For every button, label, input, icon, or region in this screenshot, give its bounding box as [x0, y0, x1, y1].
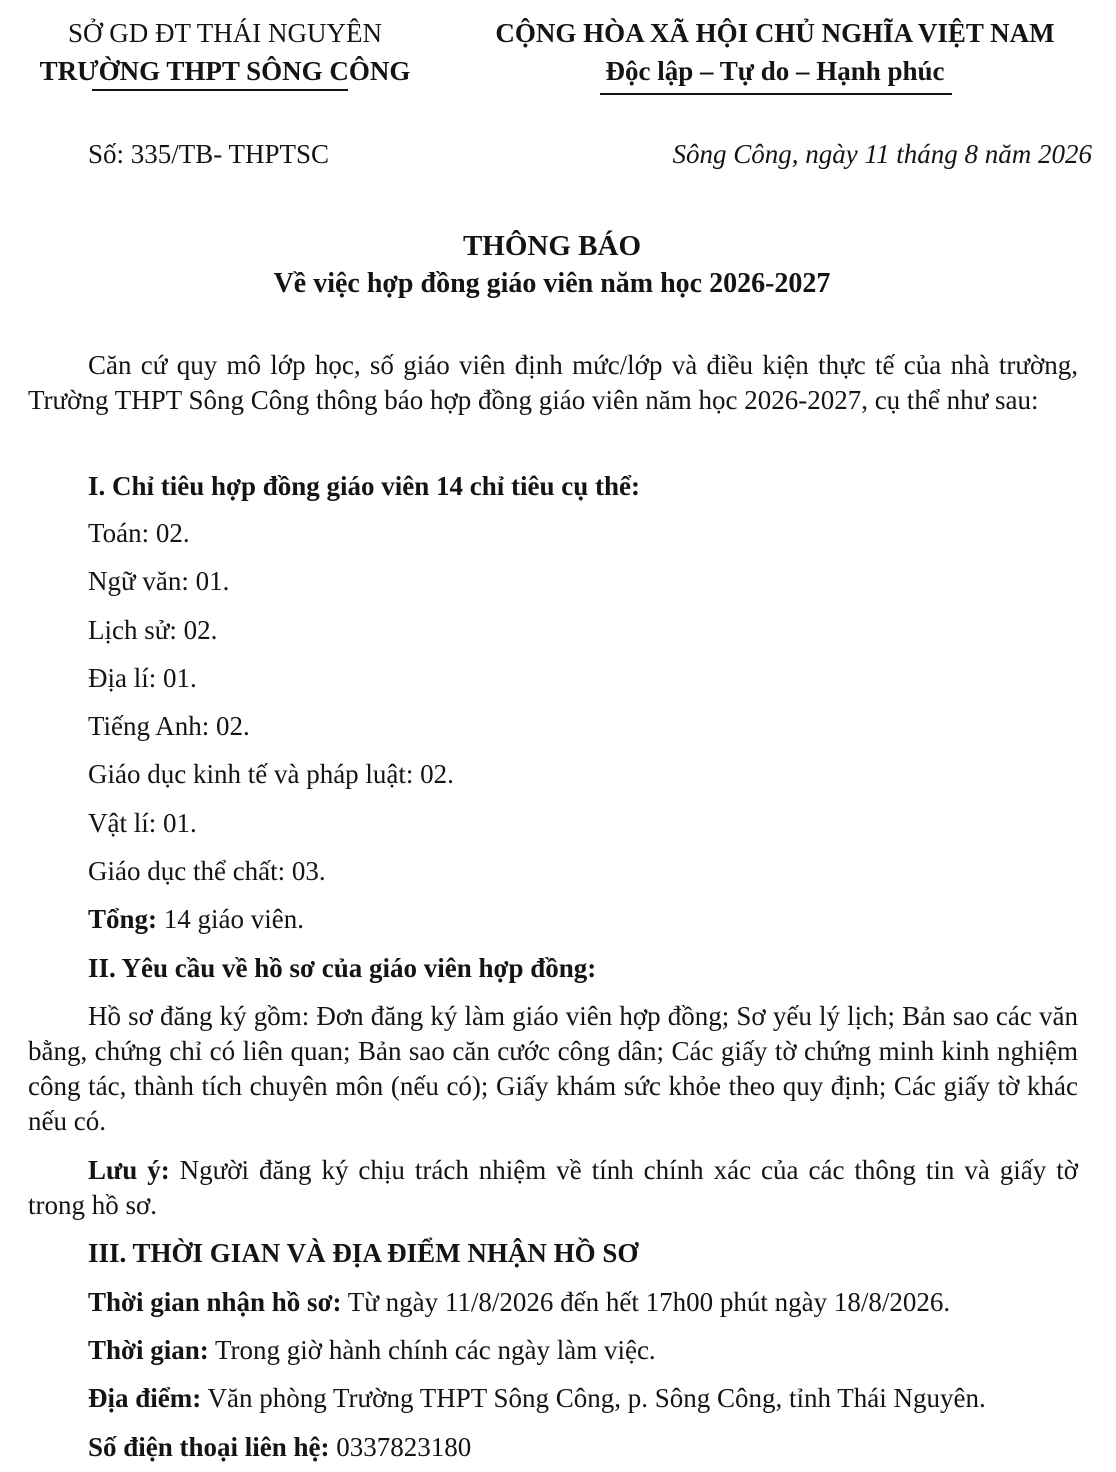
quota-item: Giáo dục kinh tế và pháp luật: 02.: [88, 759, 454, 789]
total-value: 14 giáo viên.: [157, 904, 305, 934]
country-name: CỘNG HÒA XÃ HỘI CHỦ NGHĨA VIỆT NAM: [495, 18, 1055, 48]
section-3-heading: III. THỜI GIAN VÀ ĐỊA ĐIỂM NHẬN HỒ SƠ: [88, 1238, 639, 1268]
quota-item: Địa lí: 01.: [88, 663, 197, 693]
location-line: [88, 1381, 986, 1415]
quota-total: [88, 902, 304, 936]
school-underline: [92, 89, 348, 91]
location-label: Địa điểm:: [88, 1383, 202, 1413]
section-2-heading: II. Yêu cầu về hồ sơ của giáo viên hợp đồng:: [88, 953, 597, 983]
quota-item: Vật lí: 01.: [88, 808, 197, 838]
agency-name: SỞ GD ĐT THÁI NGUYÊN: [68, 18, 382, 48]
school-name: TRƯỜNG THPT SÔNG CÔNG: [39, 56, 411, 86]
office-hours-label: Thời gian:: [88, 1335, 209, 1365]
receive-time-line: [88, 1285, 950, 1319]
phone-label: Số điện thoại liên hệ:: [88, 1432, 330, 1462]
office-hours-value: Trong giờ hành chính các ngày làm việc.: [208, 1335, 656, 1365]
quota-item: Giáo dục thể chất: 03.: [88, 856, 326, 886]
intro-paragraph: Căn cứ quy mô lớp học, số giáo viên định mức/lớp và điều kiện thực tế của nhà trường, Trường THPT Sông Công thông báo hợp đồng giáo viên năm học 2026-2027, cụ thể như sau:: [28, 350, 1078, 415]
quota-item: Ngữ văn: 01.: [88, 566, 230, 596]
quota-item: Lịch sử: 02.: [88, 615, 218, 645]
dossier-paragraph: Hồ sơ đăng ký gồm: Đơn đăng ký làm giáo viên hợp đồng; Sơ yếu lý lịch; Bản sao các văn bằng, chứng chỉ có liên quan; Bản sao căn cước công dân; Các giấy tờ chứng minh kinh nghiệm công tác, thành tích chuyên môn (nếu có); Giấy khám sức khỏe theo quy định; Các giấy tờ khác nếu có.: [28, 1001, 1078, 1136]
notice-title: THÔNG BÁO: [462, 230, 642, 262]
motto-underline: [600, 93, 952, 95]
section-1-heading: I. Chỉ tiêu hợp đồng giáo viên 14 chỉ tiêu cụ thể:: [88, 471, 641, 501]
note-label: Lưu ý:: [88, 1155, 170, 1185]
notice-subtitle: Về việc hợp đồng giáo viên năm học 2026-2027: [273, 268, 831, 299]
location-value: Văn phòng Trường THPT Sông Công, p. Sông Công, tỉnh Thái Nguyên.: [201, 1383, 986, 1413]
note-text: Người đăng ký chịu trách nhiệm về tính chính xác của các thông tin và giấy tờ trong hồ sơ.: [28, 1155, 1078, 1220]
national-motto: Độc lập – Tự do – Hạnh phúc: [605, 56, 945, 86]
phone-value: 0337823180: [329, 1432, 472, 1462]
receive-time-label: Thời gian nhận hồ sơ:: [88, 1287, 342, 1317]
document-number: Số: 335/TB- THPTSC: [88, 139, 330, 169]
quota-item: Tiếng Anh: 02.: [88, 711, 250, 741]
office-hours-line: [88, 1333, 656, 1367]
total-label: Tổng:: [88, 904, 158, 934]
place-and-date: Sông Công, ngày 11 tháng 8 năm 2026: [672, 139, 1092, 169]
phone-line: [88, 1430, 471, 1464]
receive-time-value: Từ ngày 11/8/2026 đến hết 17h00 phút ngày 18/8/2026.: [341, 1287, 951, 1317]
note-paragraph: [28, 1153, 1078, 1223]
quota-item: Toán: 02.: [88, 518, 190, 548]
